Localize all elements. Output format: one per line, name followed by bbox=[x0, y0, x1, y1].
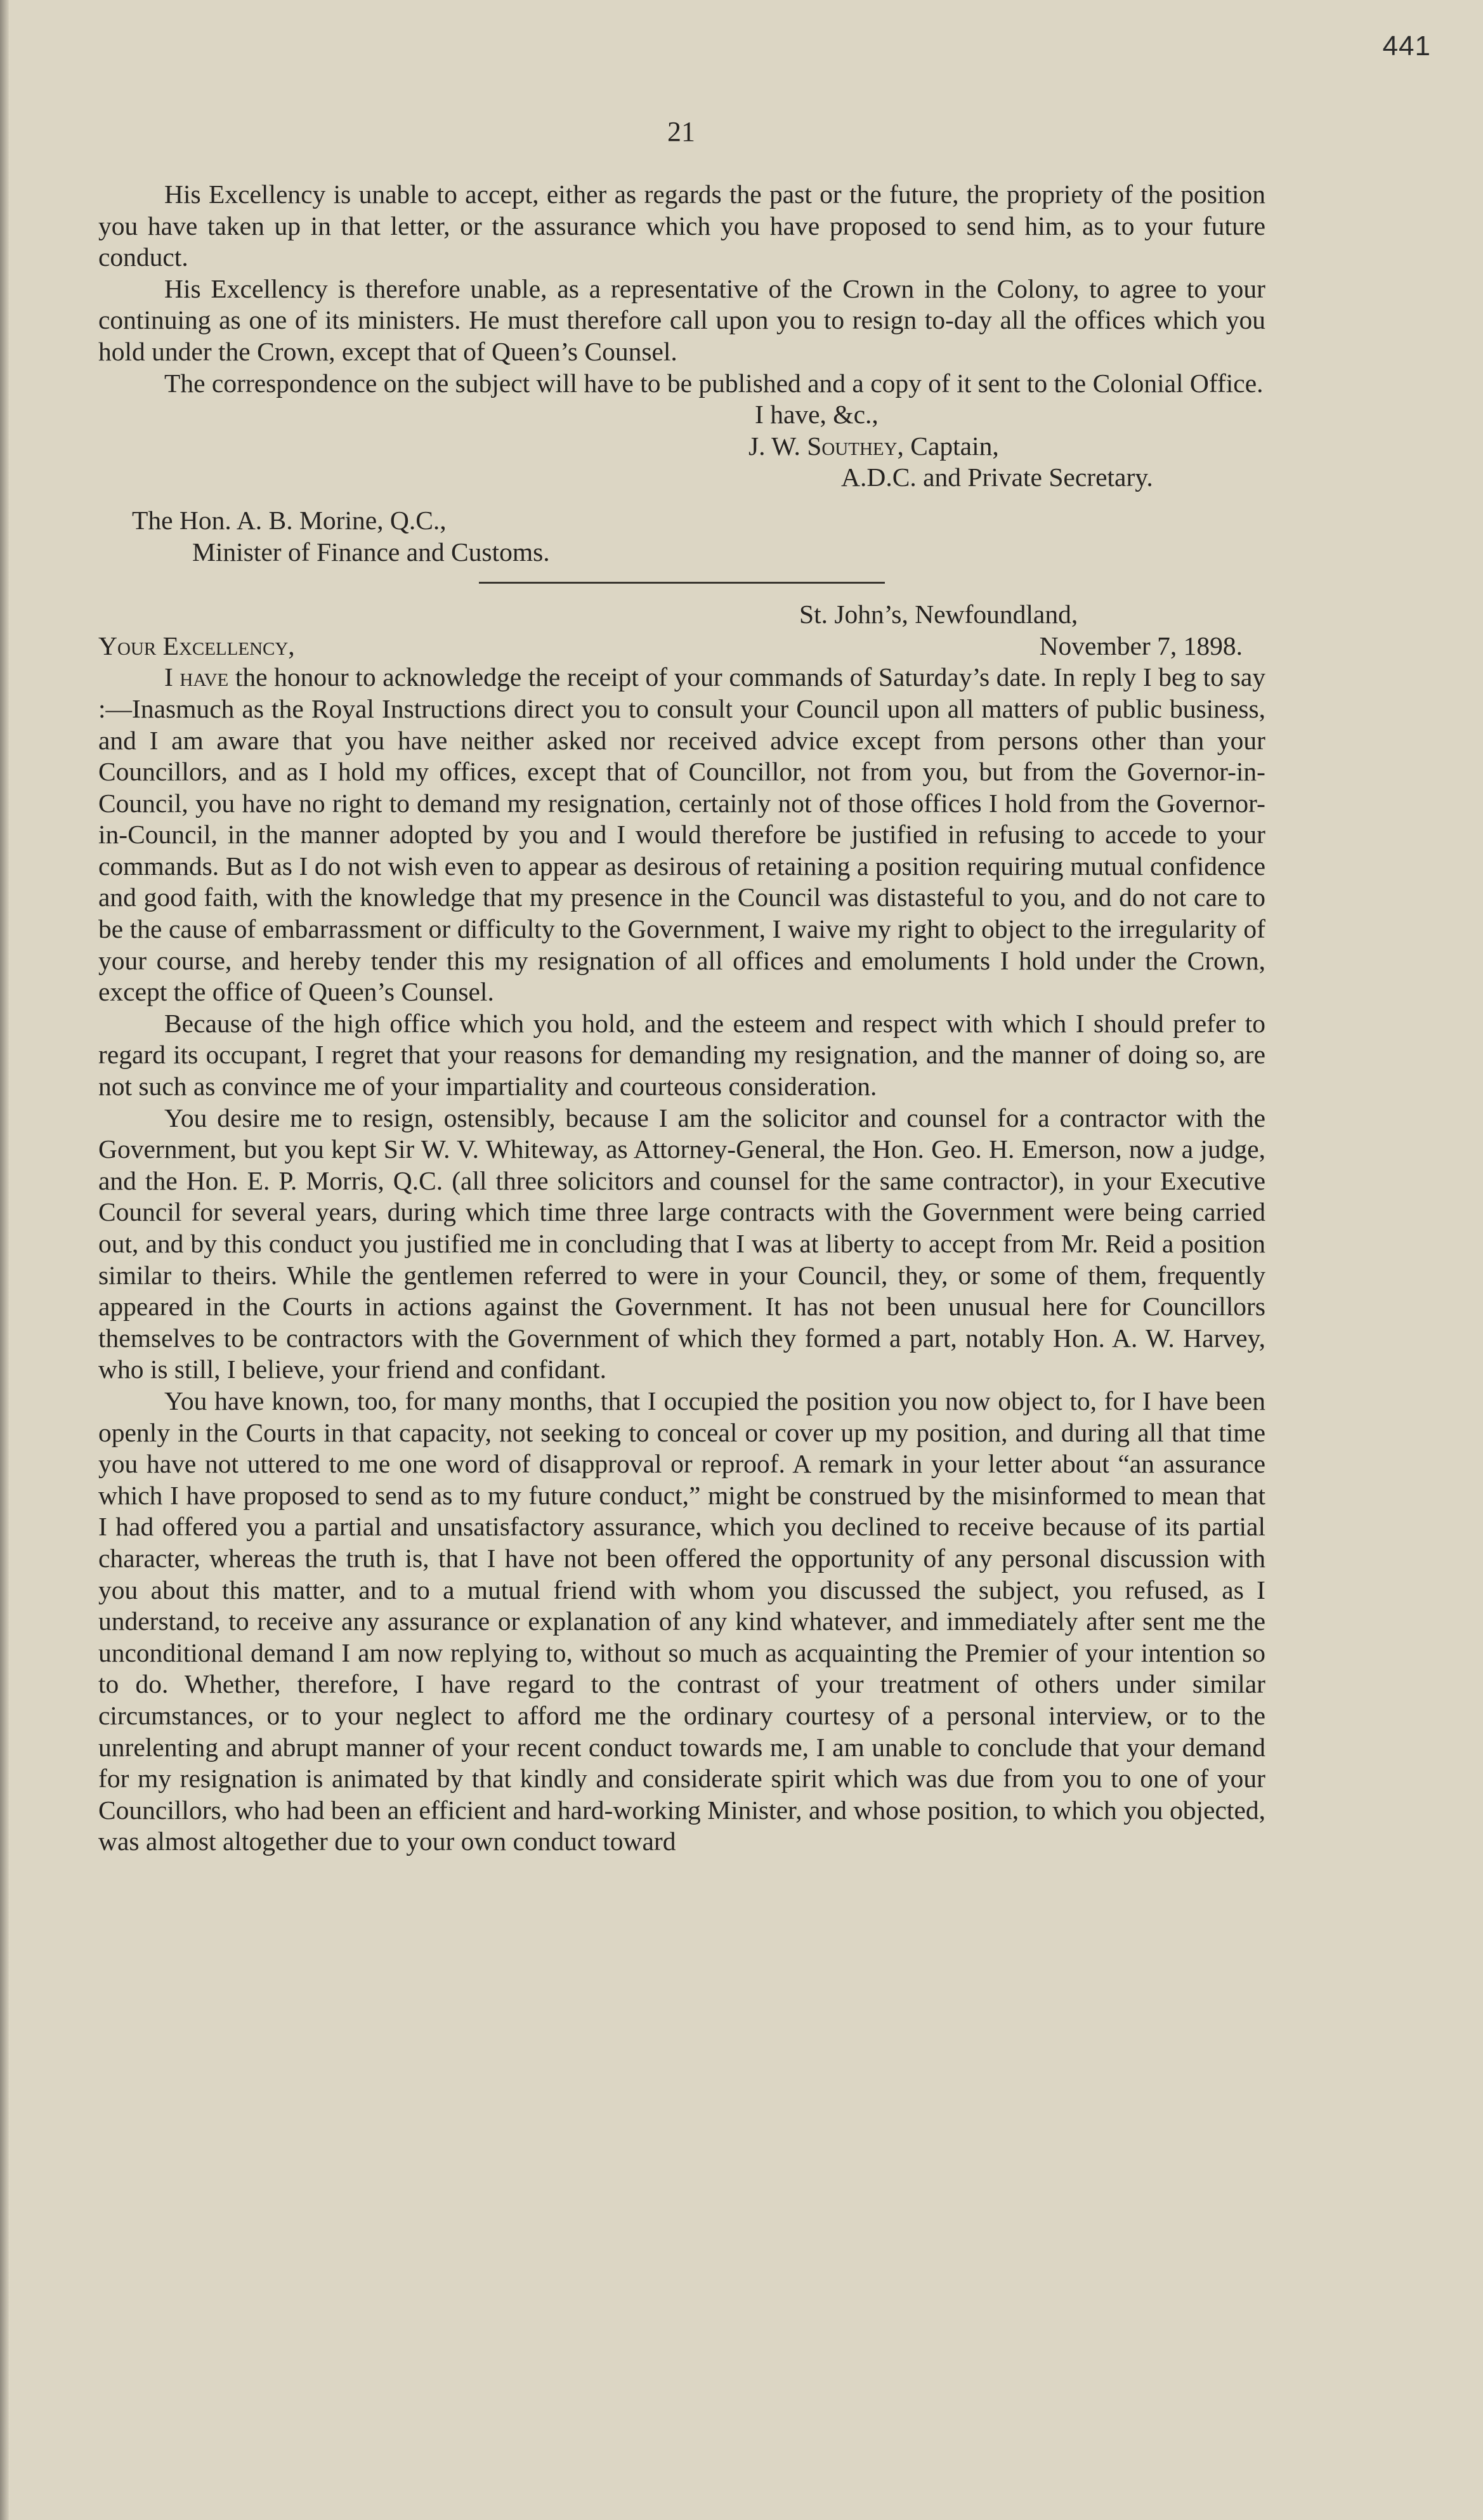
letter2-salutation: Your Excellency, bbox=[98, 631, 295, 660]
letter1-signature bbox=[98, 431, 1265, 463]
signer-name: Southey bbox=[807, 431, 898, 461]
letter2-date: November 7, 1898. bbox=[1039, 631, 1243, 660]
opening-words: I have bbox=[164, 662, 229, 692]
addressee-name: The Hon. A. B. Morine, Q.C., bbox=[132, 505, 447, 535]
letter2-paragraph: You desire me to resign, ostensibly, because I am the solicitor and counsel for a contractor with the Government, but you kept Sir W. V. Whiteway, as Attorney-General, the Hon. Geo. H. Emerson, now a judge, and the Hon. E. P. Morris, Q.C. (all three solicitors and counsel for the same contractor), in your Executive Council for several years, during which time three large contracts with the Government were being carried out, and by this conduct you justified me in concluding that I was at liberty to accept from Mr. Reid a position similar to theirs. While the gentlemen referred to were in your Council, they, or some of them, frequently appeared in the Courts in actions against the Government. It has not been unusual here for Councillors themselves to be contractors with the Government of which they formed a part, notably Hon. A. W. Harvey, who is still, I believe, your friend and confidant. bbox=[98, 1103, 1265, 1384]
letter2-paragraph: Because of the high office which you hold, and the esteem and respect with which I should prefer to regard its occupant, I regret that your reasons for demanding my resignation, and the manner of doing so, are not such as convince me of your impartiality and courteous consideration. bbox=[98, 1008, 1265, 1101]
letter1-paragraph: His Excellency is therefore unable, as a representative of the Crown in the Colony, to agree to your continuing as one of its ministers. He must therefore call upon you to resign to-day all the offices which you hold under the Crown, except that of Queen’s Counsel. bbox=[98, 273, 1265, 366]
section-divider bbox=[479, 582, 885, 584]
archive-page-number: 441 bbox=[1382, 30, 1431, 62]
signer-suffix: , Captain, bbox=[897, 431, 999, 461]
signer-prefix: J. W. bbox=[748, 431, 807, 461]
page-number: 21 bbox=[667, 116, 695, 147]
addressee-title: Minister of Finance and Customs. bbox=[192, 537, 550, 567]
document-body bbox=[98, 179, 1265, 1858]
signer-title: A.D.C. and Private Secretary. bbox=[841, 463, 1153, 492]
letter-from-southey bbox=[98, 179, 1265, 568]
letter2-salutation-row bbox=[98, 631, 1265, 662]
letter2-paragraph: You have known, too, for many months, that I occupied the position you now object to, for I have been openly in the Courts in that capacity, not seeking to conceal or cover up my position, and during all that time you have not uttered to me one word of disapproval or reproof. A remark in your letter about “an assurance which I have proposed to send as to my future conduct,” might be construed by the misinformed to mean that I had offered you a partial and unsatisfactory assurance, which you declined to receive because of its partial character, whereas the truth is, that I have not been offered the opportunity of any personal discussion with you about this matter, and to a mutual friend with whom you discussed the subject, you refused, as I understand, to receive any assurance or explanation of any kind whatever, and immediately after sent me the unconditional demand I am now replying to, without so much as acquainting the Premier of your intention so to do. Whether, therefore, I have regard to the contrast of your treatment of others under similar circumstances, or to your neglect to afford me the ordinary courtesy of a personal interview, or to the unrelenting and abrupt manner of your recent conduct towards me, I am unable to conclude that your demand for my resignation is animated by that kindly and considerate spirit which was due from you to one of your Councillors, who had been an efficient and hard-working Minister, and whose position, to which you objected, was almost altogether due to your own conduct toward bbox=[98, 1386, 1265, 1856]
letter2-paragraph bbox=[98, 662, 1265, 1008]
letter1-paragraph: His Excellency is unable to accept, either as regards the past or the future, the propriety of the position you have taken up in that letter, or the assurance which you have proposed to send him, as to your future conduct. bbox=[98, 180, 1265, 272]
letter1-closing: I have, &c., bbox=[755, 400, 879, 430]
opening-paragraph-text: the honour to acknowledge the receipt of your commands of Saturday’s date. In reply I beg to say :—Inasmuch as the Royal Instructions direct you to consult your Council upon all matters of public business, and I am aware that you have neither asked nor received advice except from persons other than your Councillors, and as I hold my offices, except that of Councillor, not from you, but from the Governor-in-Council, you have no right to demand my resignation, certainly not of those offices I hold from the Governor-in-Council, in the manner adopted by you and I would therefore be justified in refusing to accede to your commands. But as I do not wish even to appear as desirous of retaining a position requiring mutual confidence and good faith, with the knowledge that my presence in the Council was distasteful to you, and do not care to be the cause of embarrassment or difficulty to the Government, I waive my right to object to the irregularity of your course, and hereby tender this my resignation of all offices and emoluments I hold under the Crown, except the office of Queen’s Counsel. bbox=[98, 662, 1266, 1007]
letter1-paragraph: The correspondence on the subject will have to be published and a copy of it sent to the Colonial Office. bbox=[164, 368, 1264, 398]
scan-shadow-edge bbox=[0, 0, 9, 2520]
letter2-place: St. John’s, Newfoundland, bbox=[799, 600, 1078, 629]
letter-from-morine bbox=[98, 599, 1265, 1858]
